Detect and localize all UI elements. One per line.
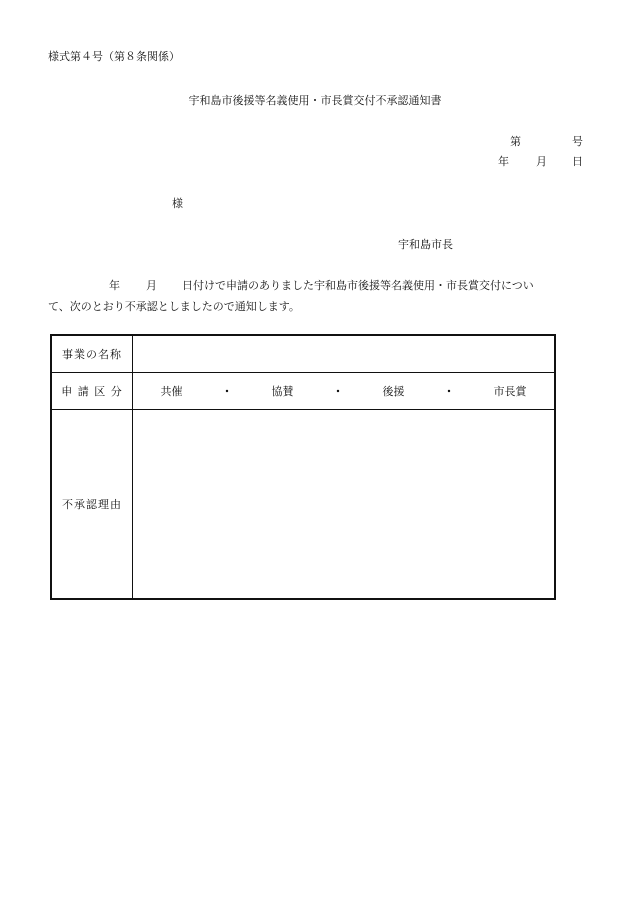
issuer-name: 宇和島市長 [398, 238, 453, 251]
category-kyosai: 共催 [160, 385, 183, 398]
form-number-label: 様式第４号（第８条関係） [48, 50, 180, 63]
rejection-reason-label: 不承認理由 [51, 410, 133, 600]
document-number-prefix: 第 [510, 135, 521, 148]
notice-table [50, 334, 556, 600]
date-month-label: 月 [536, 155, 547, 168]
category-separator: ・ [332, 385, 344, 398]
category-shichosho: 市長賞 [493, 385, 527, 398]
body-text-line-1: 日付けで申請のありました宇和島市後援等名義使用・市長賞交付につい [182, 279, 534, 292]
business-name-value [133, 335, 556, 373]
date-day-label: 日 [572, 155, 583, 168]
category-kyosan: 協賛 [271, 385, 294, 398]
body-month-label: 月 [146, 279, 157, 292]
category-separator: ・ [443, 385, 455, 398]
date-year-label: 年 [498, 155, 509, 168]
application-category-options [133, 373, 556, 410]
addressee-honorific: 様 [172, 197, 183, 210]
rejection-reason-value [133, 410, 556, 600]
table-row-application-category [51, 373, 555, 410]
body-year-label: 年 [109, 279, 120, 292]
category-separator: ・ [221, 385, 233, 398]
table-row-rejection-reason [51, 410, 555, 600]
document-title: 宇和島市後援等名義使用・市長賞交付不承認通知書 [188, 94, 442, 107]
category-koen: 後援 [382, 385, 405, 398]
table-row-business-name [51, 335, 555, 373]
body-text-line-2: て、次のとおり不承認としましたので通知します。 [48, 300, 300, 313]
document-number-suffix: 号 [572, 135, 583, 148]
business-name-label: 事業の名称 [51, 335, 133, 373]
application-category-label: 申 請 区 分 [51, 373, 133, 410]
